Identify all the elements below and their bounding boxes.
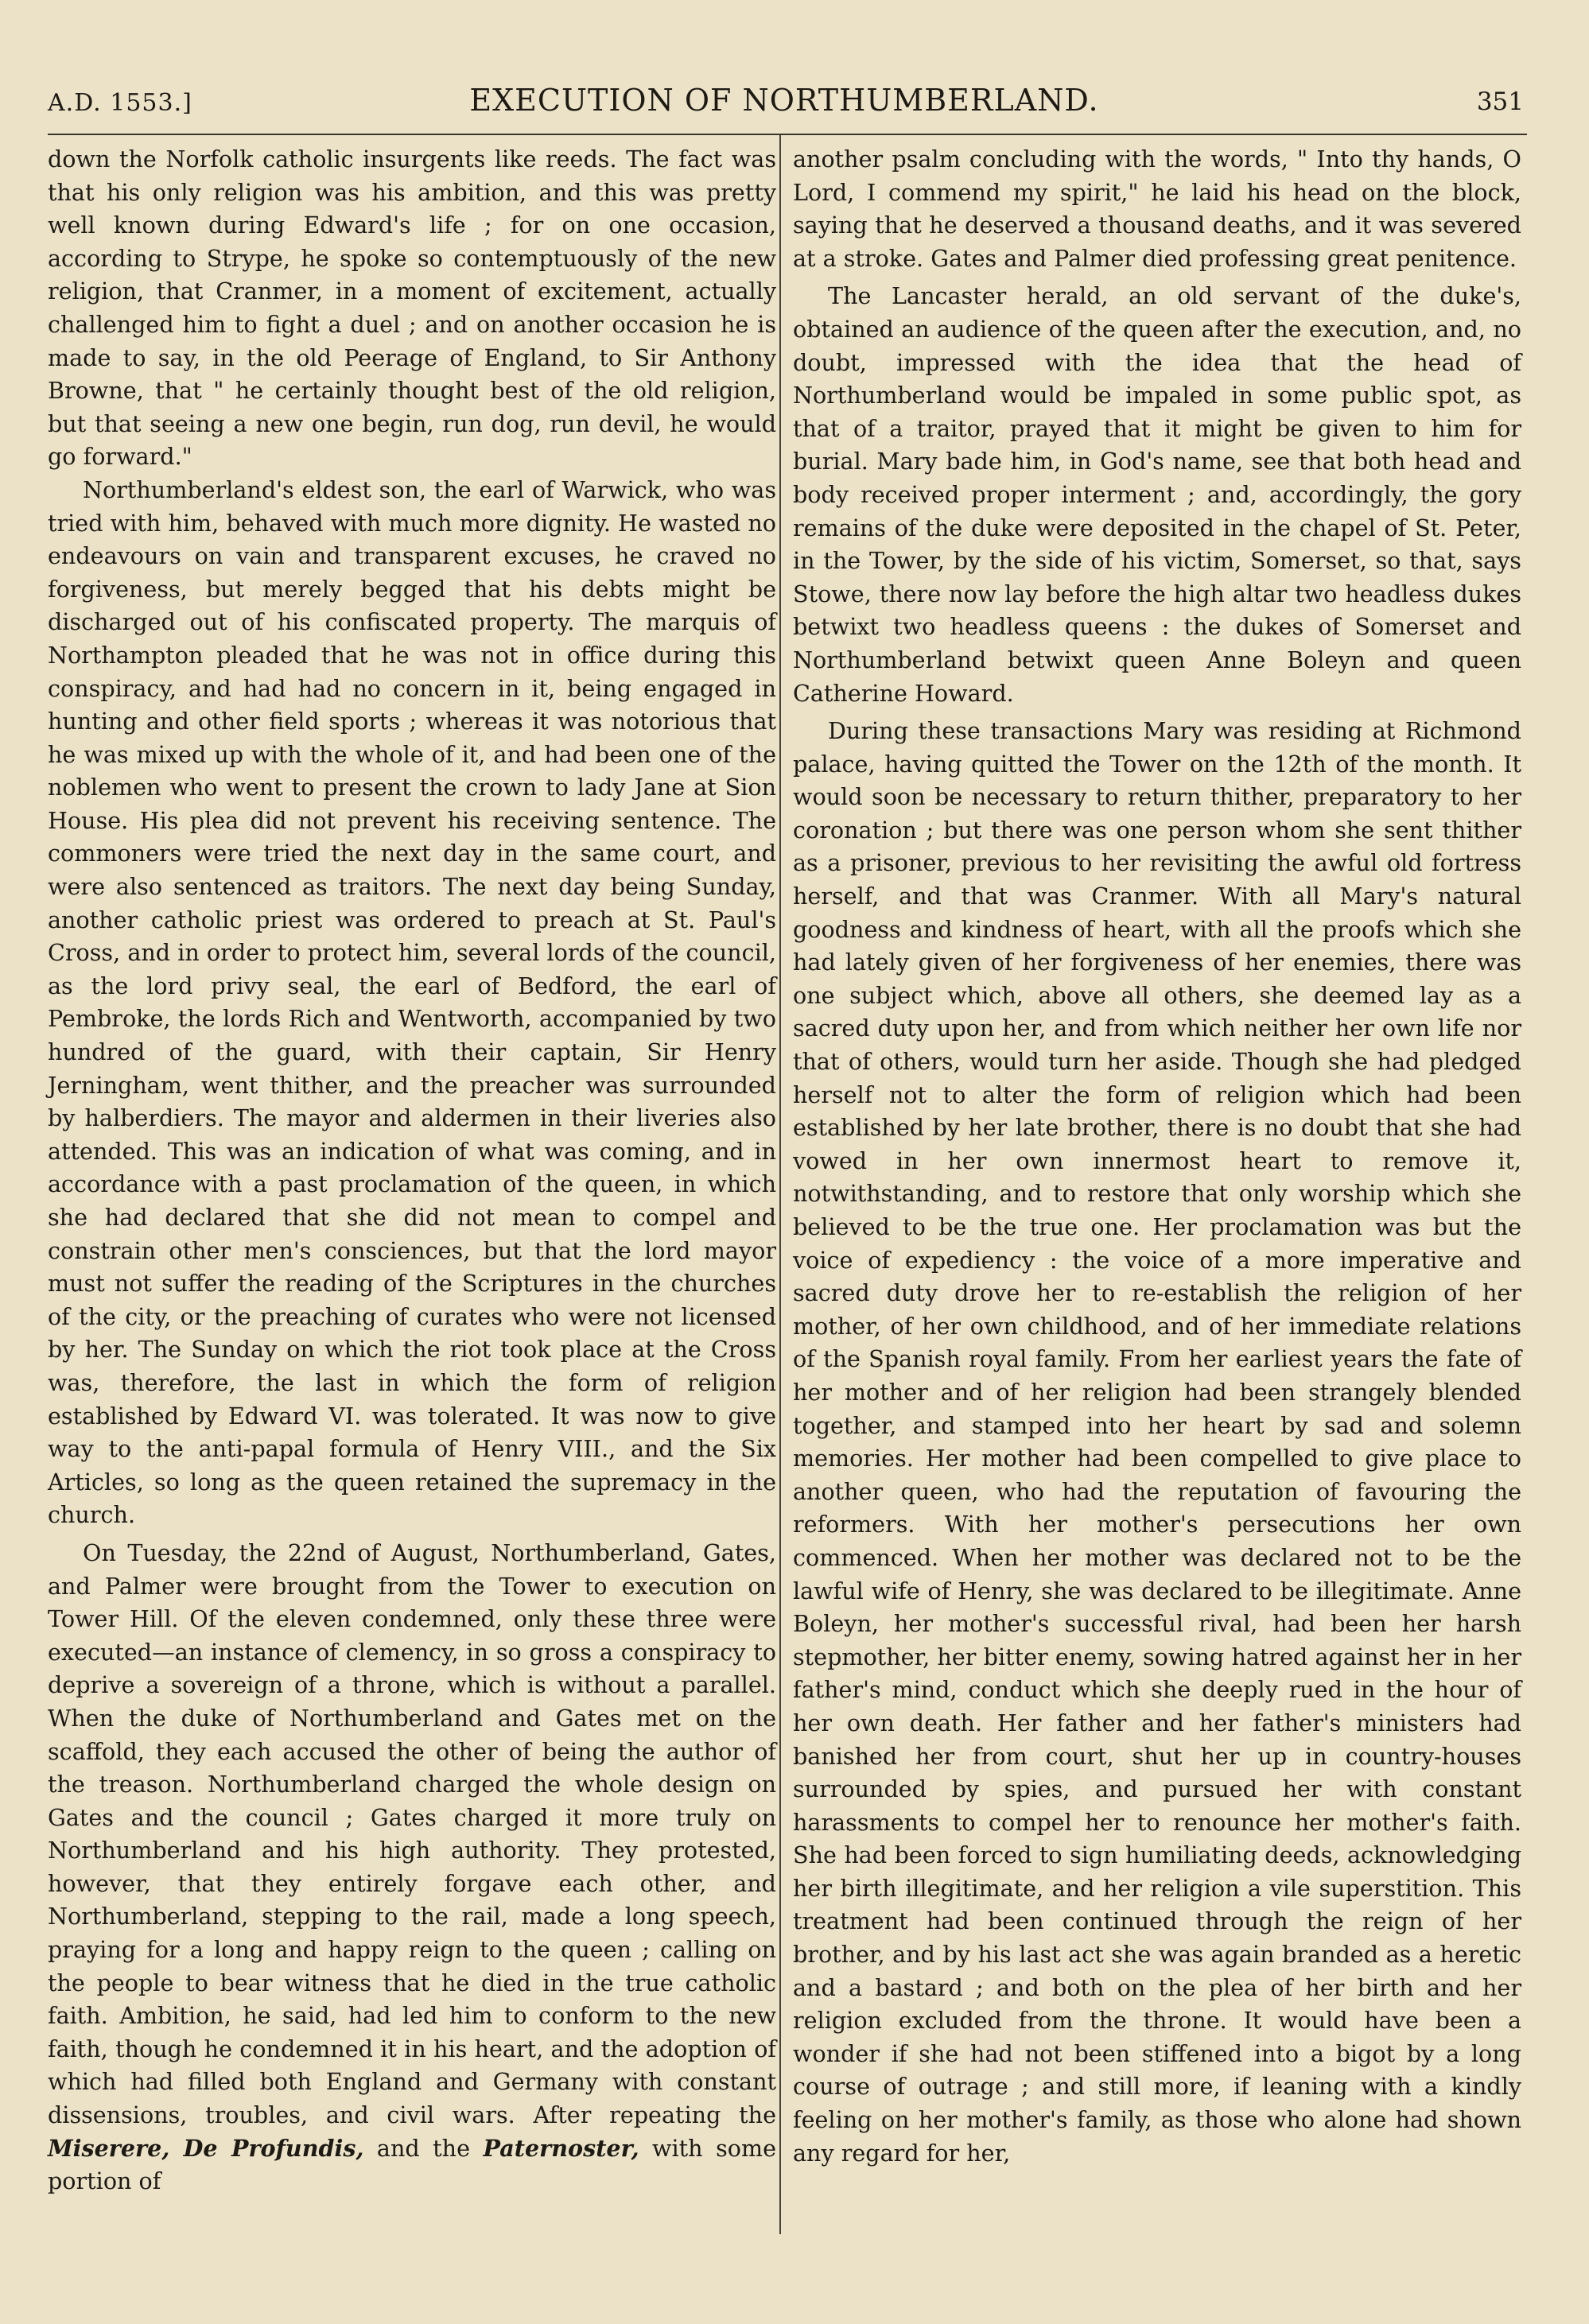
left-paragraph-3-mid: and the — [376, 2134, 471, 2162]
column-divider — [779, 135, 781, 2234]
left-paragraph-3-text: On Tuesday, the 22nd of August, Northumberland, Gates, and Palmer were brought from the Tower to execution on Tower Hill. Of the eleven condemned, only these three were executed—an instance of clemency, in so gross a conspiracy to deprive a sovereign of a throne, which is without a parallel. When the duke of Northumberland and Gates met on the scaffold, they each accused the other of being the author of the treason. Northumberland charged the whole design on Gates and the council ; Gates charged it more truly on Northumberland and his high authority. They protested, however, that they entirely forgave each other, and Northumberland, stepping to the rail, made a long speech, praying for a long and happy reign to the queen ; calling on the people to bear witness that he died in the true catholic faith. Ambition, he said, had led him to conform to the new faith, though he condemned it in his heart, and the adoption of which had filled both England and Germany with constant dissensions, troubles, and civil wars. After repeating the — [48, 1538, 776, 2129]
right-paragraph-2: The Lancaster herald, an old servant of the duke's, obtained an audience of the queen after the execution, and, no doubt, impressed with the idea that the head of Northumberland would be impaled in some public spot, as that of a traitor, prayed that it might be given to him for burial. Mary bade him, in God's name, see that both head and body received proper interment ; and, accordingly, the gory remains of the duke were deposited in the chapel of St. Peter, in the Tower, by the side of his victim, Somerset, so that, says Stowe, there now lay before the high altar two headless dukes betwixt two headless queens : the dukes of Somerset and Northumberland betwixt queen Anne Boleyn and queen Catherine Howard. — [793, 282, 1521, 707]
left-paragraph-3-end: with some portion of — [48, 2134, 776, 2195]
page-number: 351 — [1476, 87, 1524, 116]
italic-paternoster: Paternoster, — [483, 2134, 639, 2162]
header-rule — [48, 134, 1527, 135]
right-paragraph-3: During these transactions Mary was residing at Richmond palace, having quitted the Tower on the 12th of the month. It would soon be necessary to return thither, preparatory to her coronation ; but there was one person whom she sent thither as a prisoner, previous to her revisiting the awful old fortress herself, and that was Cranmer. With all Mary's natural goodness and kindness of heart, with all the proofs which she had lately given of her forgiveness of her enemies, there was one subject which, above all others, she deemed lay as a sacred duty upon her, and from which neither her own life nor that of others, would turn her aside. Though she had pledged herself not to alter the form of religion which had been established by her late brother, there is no doubt that she had vowed in her own innermost heart to remove it, notwithstanding, and to restore that only worship which she believed to be the true one. Her proclamation was but the voice of expediency : the voice of a more imperative and sacred duty drove her to re-establish the religion of her mother, of her own childhood, and of her immediate relations of the Spanish royal family. From her earliest years the fate of her mother and of her religion had been strangely blended together, and stamped into her heart by sad and solemn memories. Her mother had been compelled to give place to another queen, who had the reputation of favouring the reformers. With her mother's persecutions her own commenced. When her mother was declared not to be the lawful wife of Henry, she was declared to be illegitimate. Anne Boleyn, her mother's successful rival, had been her harsh stepmother, her bitter enemy, sowing hatred against her in her father's mind, conduct which she deeply rued in the hour of her own death. Her father and her father's ministers had banished her from court, shut her up in country-houses surrounded by spies, and pursued her with constant harassments to compel her to renounce her mother's faith. She had been forced to sign humiliating deeds, acknowledging her birth illegitimate, and her religion a vile superstition. This treatment had been continued through the reign of her brother, and by his last act she was again branded as a heretic and a bastard ; and both on the plea of her birth and her religion excluded from the throne. It would have been a wonder if she had not been stiffened into a bigot by a long course of outrage ; and still more, if leaning with a kindly feeling on her mother's family, as those who alone had shown any regard for her, — [793, 717, 1521, 2167]
header-date: A.D. 1553.] — [48, 89, 192, 117]
right-paragraph-1: another psalm concluding with the words, " Into thy hands, O Lord, I commend my spirit," he laid his head on the block, saying that he deserved a thousand deaths, and it was severed at a stroke. Gates and Palmer died professing great penitence. — [793, 145, 1521, 272]
italic-miserere: Miserere, De Profundis, — [48, 2134, 364, 2162]
left-column — [48, 143, 776, 2258]
left-paragraph-1: down the Norfolk catholic insurgents like reeds. The fact was that his only religion was his ambition, and this was pretty well known during Edward's life ; for on one occasion, according to Strype, he spoke so contemptuously of the new religion, that Cranmer, in a moment of excitement, actually challenged him to fight a duel ; and on another occasion he is made to say, in the old Peerage of England, to Sir Anthony Browne, that " he certainly thought best of the old religion, but that seeing a new one begin, run dog, run devil, he would go forward." — [48, 145, 776, 471]
running-head — [45, 83, 1524, 130]
right-column — [793, 143, 1521, 2258]
header-title: EXECUTION OF NORTHUMBERLAND. — [469, 83, 1099, 118]
left-paragraph-3 — [48, 1537, 776, 2198]
left-paragraph-2: Northumberland's eldest son, the earl of Warwick, who was tried with him, behaved with much more dignity. He wasted no endeavours on vain and transparent excuses, he craved no forgiveness, but merely begged that his debts might be discharged out of his confiscated property. The marquis of Northampton pleaded that he was not in office during this conspiracy, and had had no concern in it, being engaged in hunting and other field sports ; whereas it was notorious that he was mixed up with the whole of it, and had been one of the noblemen who went to present the crown to lady Jane at Sion House. His plea did not prevent his receiving sentence. The commoners were tried the next day in the same court, and were also sentenced as traitors. The next day being Sunday, another catholic priest was ordered to preach at St. Paul's Cross, and in order to protect him, several lords of the council, as the lord privy seal, the earl of Bedford, the earl of Pembroke, the lords Rich and Wentworth, accompanied by two hundred of the guard, with their captain, Sir Henry Jerningham, went thither, and the preacher was surrounded by halberdiers. The mayor and aldermen in their liveries also attended. This was an indication of what was coming, and in accordance with a past proclamation of the queen, in which she had declared that she did not mean to compel and constrain other men's consciences, but that the lord mayor must not suffer the reading of the Scriptures in the churches of the city, or the preaching of curates who were not licensed by her. The Sunday on which the riot took place at the Cross was, therefore, the last in which the form of religion established by Edward VI. was tolerated. It was now to give way to the anti-papal formula of Henry VIII., and the Six Articles, so long as the queen retained the supremacy in the church. — [48, 475, 776, 1529]
